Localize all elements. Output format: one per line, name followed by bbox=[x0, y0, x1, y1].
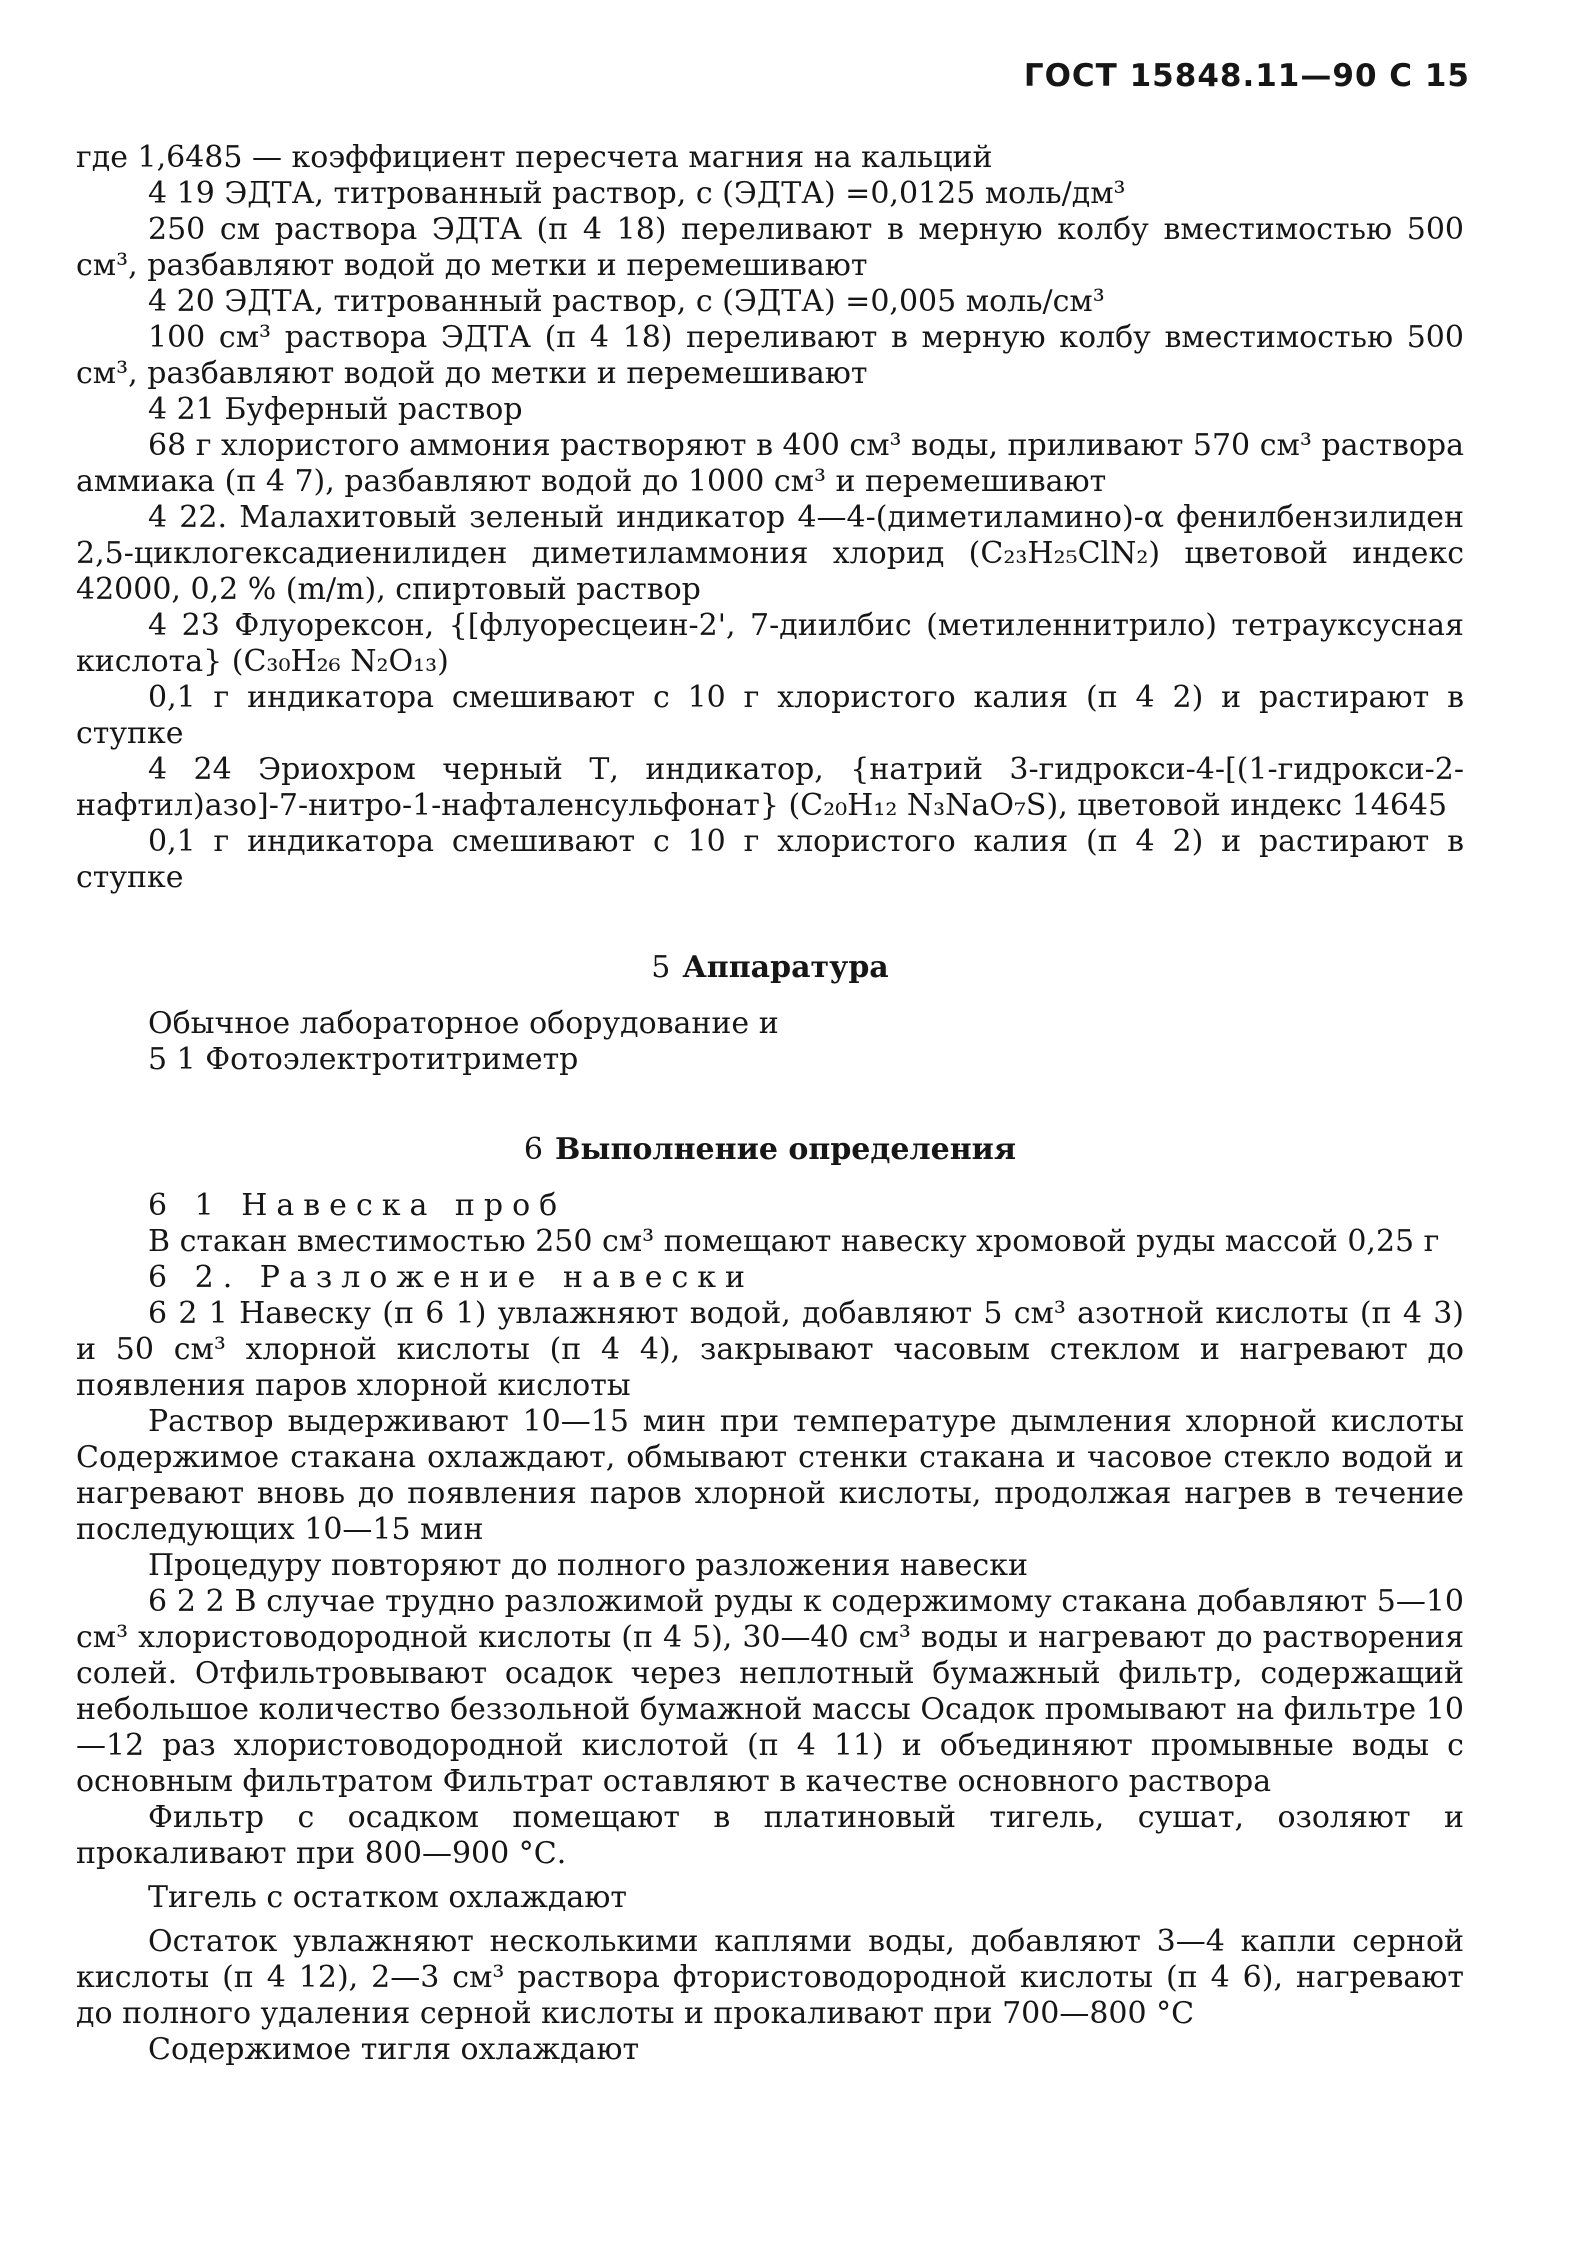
paragraph: 4 24 Эриохром черный Т, индикатор, {натрий 3-гидрокси-4-[(1-гидрокси-2-нафтил)азо]-7-нитро-1-нафталенсульфонат} (C₂₀H₁₂ N₃NaO₇S), цветовой индекс 14645 bbox=[76, 752, 1464, 823]
paragraph: 6 2 2 В случае трудно разложимой руды к содержимому стакана добавляют 5—10 см³ хлористоводородной кислоты (п 4 5), 30—40 см³ воды и нагревают до растворения солей. Отфильтровывают осадок через неплотный бумажный фильтр, содержащий небольшое количество беззольной бумажной массы Осадок промывают на фильтре 10—12 раз хлористоводородной кислотой (п 4 11) и объединяют промывные воды с основным фильтратом Фильтрат оставляют в качестве основного раствора bbox=[76, 1584, 1464, 1799]
paragraph: 250 см раствора ЭДТА (п 4 18) переливают в мерную колбу вместимостью 500 см³, разбавляют водой до метки и перемешивают bbox=[76, 212, 1464, 283]
section-title: Выполнение определения bbox=[555, 1132, 1017, 1167]
paragraph: 4 22. Малахитовый зеленый индикатор 4—4-(диметиламино)-α фенилбензилиден 2,5-циклогексадиенилиден диметиламмония хлорид (C₂₃H₂₅ClN₂) цветовой индекс 42000, 0,2 % (m/m), спиртовый раствор bbox=[76, 500, 1464, 607]
section-title: Аппаратура bbox=[682, 950, 889, 985]
paragraph: Процедуру повторяют до полного разложения навески bbox=[148, 1548, 1028, 1583]
section-number: 5 bbox=[651, 950, 671, 985]
paragraph: В стакан вместимостью 250 см³ помещают навеску хромовой руды массой 0,25 г bbox=[148, 1224, 1440, 1259]
section-heading-6 bbox=[76, 1132, 1464, 1168]
paragraph: 100 см³ раствора ЭДТА (п 4 18) переливают в мерную колбу вместимостью 500 см³, разбавляют водой до метки и перемешивают bbox=[76, 320, 1464, 391]
document-body bbox=[76, 140, 1464, 2068]
paragraph: 6 2 1 Навеску (п 6 1) увлажняют водой, добавляют 5 см³ азотной кислоты (п 4 3) и 50 см³ хлорной кислоты (п 4 4), закрывают часовым стеклом и нагревают до появления паров хлорной кислоты bbox=[76, 1296, 1464, 1403]
paragraph: Фильтр с осадком помещают в платиновый тигель, сушат, озоляют и прокаливают при 800—900 °С. bbox=[76, 1800, 1464, 1871]
paragraph: Обычное лабораторное оборудование и bbox=[148, 1006, 779, 1041]
paragraph: Содержимое тигля охлаждают bbox=[148, 2032, 640, 2067]
paragraph: 4 20 ЭДТА, титрованный раствор, с (ЭДТА) =0,005 моль/см³ bbox=[148, 284, 1105, 319]
section-number: 6 bbox=[523, 1132, 544, 1167]
paragraph: 4 19 ЭДТА, титрованный раствор, с (ЭДТА) =0,0125 моль/дм³ bbox=[148, 176, 1126, 211]
paragraph: 68 г хлористого аммония растворяют в 400 см³ воды, приливают 570 см³ раствора аммиака (п 4 7), разбавляют водой до 1000 см³ и перемешивают bbox=[76, 428, 1464, 499]
paragraph: 4 23 Флуорексон, {[флуоресцеин-2', 7-диилбис (метиленнитрило) тетрауксусная кислота} (C₃₀H₂₆ N₂O₁₃) bbox=[76, 608, 1464, 679]
paragraph: Раствор выдерживают 10—15 мин при температуре дымления хлорной кислоты Содержимое стакана охлаждают, обмывают стенки стакана и часовое стекло водой и нагревают вновь до появления паров хлорной кислоты, продолжая нагрев в течение последующих 10—15 мин bbox=[76, 1404, 1464, 1547]
paragraph: где 1,6485 — коэффициент пересчета магния на кальций bbox=[76, 140, 993, 175]
section-heading-5 bbox=[76, 950, 1464, 986]
page-header: ГОСТ 15848.11—90 С 15 bbox=[1023, 58, 1470, 94]
subsection-heading: 6 1 Навеска проб bbox=[148, 1188, 567, 1223]
paragraph: 4 21 Буферный раствор bbox=[148, 392, 523, 427]
paragraph: Тигель с остатком охлаждают bbox=[148, 1880, 627, 1915]
subsection-heading: 6 2. Разложение навески bbox=[148, 1260, 755, 1295]
paragraph: 0,1 г индикатора смешивают с 10 г хлористого калия (п 4 2) и растирают в ступке bbox=[76, 824, 1464, 895]
paragraph: 5 1 Фотоэлектротитриметр bbox=[148, 1042, 579, 1077]
paragraph: 0,1 г индикатора смешивают с 10 г хлористого калия (п 4 2) и растирают в ступке bbox=[76, 680, 1464, 751]
paragraph: Остаток увлажняют несколькими каплями воды, добавляют 3—4 капли серной кислоты (п 4 12), 2—3 см³ раствора фтористоводородной кислоты (п 4 6), нагревают до полного удаления серной кислоты и прокаливают при 700—800 °С bbox=[76, 1924, 1464, 2031]
